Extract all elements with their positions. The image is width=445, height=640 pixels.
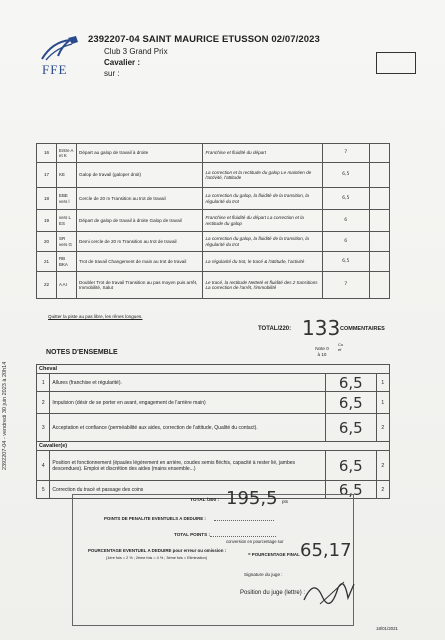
total-300-label: TOTAL /300 : bbox=[190, 498, 220, 503]
figure-score: 7 bbox=[322, 144, 369, 163]
figure-description: Trot de travail Changement de main au trot de travail bbox=[77, 252, 203, 272]
side-stamp: 2392207-04 - vendredi 30 juin 2023 à 20h14 bbox=[2, 361, 8, 470]
note-score: 6,5 bbox=[325, 451, 376, 481]
note-number: 1 bbox=[37, 374, 50, 392]
figure-number: 20 bbox=[37, 232, 57, 252]
note-text: Acceptation et confiance (perméabilité aux aides, correction de l'attitude, Qualité du contact). bbox=[50, 414, 326, 442]
judge-signature-icon bbox=[300, 570, 360, 610]
cavalier-label: Cavalier : bbox=[104, 58, 141, 67]
figure-criteria: Franchise et fluidité du départ La correction et la rectitude du galop bbox=[203, 210, 322, 232]
pourcentage-label: POURCENTAGE EVENTUEL A DEDUIRE pour erreur ou omission : bbox=[88, 548, 227, 553]
coef-head: Coef bbox=[338, 342, 344, 352]
figure-score: 6,5 bbox=[322, 252, 369, 272]
figure-number: 17 bbox=[37, 163, 57, 188]
note-text: Allures (franchise et régularité). bbox=[50, 374, 326, 392]
figure-coef bbox=[369, 188, 389, 210]
note-coef: 2 bbox=[376, 481, 389, 499]
note-text: Position et fonctionnement (épaules légèrement en arrière, coudes semis fléchis, capacité à rester lié, jambes descendues). Emploi et discrétion des aides (mains ensemble...) bbox=[50, 451, 326, 481]
note-number: 3 bbox=[37, 414, 50, 442]
event-title: 2392207-04 SAINT MAURICE ETUSSON 02/07/2023 bbox=[88, 34, 320, 45]
figure-code: KE bbox=[57, 163, 77, 188]
note-row bbox=[37, 392, 390, 414]
logo-text: FFE bbox=[42, 62, 68, 77]
figure-description: Cercle de 20 m Transition au trot de travail bbox=[77, 188, 203, 210]
figure-coef bbox=[369, 272, 389, 299]
figure-row bbox=[37, 163, 390, 188]
note-score: 6,5 bbox=[325, 481, 376, 499]
figure-number: 19 bbox=[37, 210, 57, 232]
figure-description: Départ de galop de travail à droite Galop de travail bbox=[77, 210, 203, 232]
note-number: 2 bbox=[37, 392, 50, 414]
conversion-note: conversion en pourcentage sur bbox=[226, 539, 284, 544]
figure-number: 22 bbox=[37, 272, 57, 299]
signature-label: Signature du juge : bbox=[244, 572, 283, 577]
figure-score: 6,5 bbox=[322, 188, 369, 210]
figure-description: Doubler Trot de travail Transition au pas moyen puis arrêt, Immobilité, Salut bbox=[77, 272, 203, 299]
final-value: 65,17 bbox=[300, 540, 352, 561]
note-number: 5 bbox=[37, 481, 50, 499]
note-coef: 1 bbox=[376, 374, 389, 392]
figure-score: 7 bbox=[322, 272, 369, 299]
figure-criteria: La correction du galop, la fluidité de la transition, la régularité du trot bbox=[203, 232, 322, 252]
note-row bbox=[37, 374, 390, 392]
note-text: Impulsion (désir de se porter en avant, engagement de l'arrière main) bbox=[50, 392, 326, 414]
figure-number: 18 bbox=[37, 188, 57, 210]
figure-code: A AI bbox=[57, 272, 77, 299]
notes-title: NOTES D'ENSEMBLE bbox=[46, 349, 118, 356]
figure-code: RB BKA bbox=[57, 252, 77, 272]
note-text: Correction du tracé et passage des coins bbox=[50, 481, 326, 499]
figure-criteria: La correction et la rectitude du galop Le maintien de l'activité, l'attitude bbox=[203, 163, 322, 188]
note-coef: 1 bbox=[376, 392, 389, 414]
figure-code: EBE vers l bbox=[57, 188, 77, 210]
figure-row bbox=[37, 188, 390, 210]
note-score: 6,5 bbox=[325, 374, 376, 392]
total-points-label: TOTAL POINTS : bbox=[174, 532, 210, 537]
figure-coef bbox=[369, 252, 389, 272]
note-coef: 2 bbox=[376, 414, 389, 442]
cavalier-heading: Cavalier(e) bbox=[37, 442, 390, 451]
figure-coef bbox=[369, 210, 389, 232]
figure-code: vers L ES bbox=[57, 210, 77, 232]
figure-code: Entre A et K bbox=[57, 144, 77, 163]
note-row bbox=[37, 451, 390, 481]
sur-label: sur : bbox=[104, 69, 120, 78]
footer-date: 18/01/2021 bbox=[376, 626, 398, 631]
total-label: TOTAL/220: bbox=[258, 326, 292, 332]
cheval-heading: Cheval bbox=[37, 365, 390, 374]
penalty-label: POINTS DE PENALITE EVENTUELS A DEDUIRE : bbox=[104, 516, 206, 521]
corner-box bbox=[376, 52, 416, 74]
note-score: 6,5 bbox=[325, 392, 376, 414]
figure-score: 6,5 bbox=[322, 163, 369, 188]
total-300-pts: pts bbox=[282, 499, 289, 504]
figure-description: Demi cercle de 20 m Transition au trot de travail bbox=[77, 232, 203, 252]
figure-code: SR vers G bbox=[57, 232, 77, 252]
figure-row bbox=[37, 210, 390, 232]
figure-score: 6 bbox=[322, 232, 369, 252]
figure-row bbox=[37, 232, 390, 252]
figure-row bbox=[37, 272, 390, 299]
figure-description: Galop de travail (galoper droit) bbox=[77, 163, 203, 188]
note-number: 4 bbox=[37, 451, 50, 481]
figure-criteria: La correction du galop, la fluidité de la transition, la régularité du trot bbox=[203, 188, 322, 210]
figure-criteria: La régularité du trot, le tracé & l'attitude, l'activité bbox=[203, 252, 322, 272]
note-score: 6,5 bbox=[325, 414, 376, 442]
note-coef: 2 bbox=[376, 451, 389, 481]
exit-note: Quitter la piste au pas libre, les rênes longues. bbox=[48, 314, 143, 319]
figure-criteria: Franchise et fluidité du départ bbox=[203, 144, 322, 163]
note-head: Note 0 à 10 bbox=[315, 346, 329, 357]
position-label: Position du juge (lettre) : bbox=[240, 590, 306, 596]
figure-coef bbox=[369, 163, 389, 188]
notes-table bbox=[36, 364, 390, 499]
comments-label: COMMENTAIRES bbox=[340, 326, 385, 332]
figure-score: 6 bbox=[322, 210, 369, 232]
note-row bbox=[37, 414, 390, 442]
figure-coef bbox=[369, 232, 389, 252]
figure-description: Départ au galop de travail à droite bbox=[77, 144, 203, 163]
figure-row bbox=[37, 144, 390, 163]
figure-number: 21 bbox=[37, 252, 57, 272]
final-label: = POURCENTAGE FINAL bbox=[248, 552, 300, 557]
total-value: 133 bbox=[302, 316, 341, 340]
event-subtitle: Club 3 Grand Prix bbox=[104, 47, 168, 56]
figure-criteria: Le tracé, la rectitude Netteté et fluidité des 2 transitions La correction de l'arrêt, l'immobilité bbox=[203, 272, 322, 299]
figure-number: 16 bbox=[37, 144, 57, 163]
figure-coef bbox=[369, 144, 389, 163]
total-300-value: 195,5 bbox=[226, 488, 278, 509]
figure-row bbox=[37, 252, 390, 272]
pourcentage-detail: (1ère fois = 2 % ; 2ème fois = 4 % ; 3ème fois = Elimination) bbox=[106, 556, 207, 560]
figures-table bbox=[36, 143, 390, 299]
